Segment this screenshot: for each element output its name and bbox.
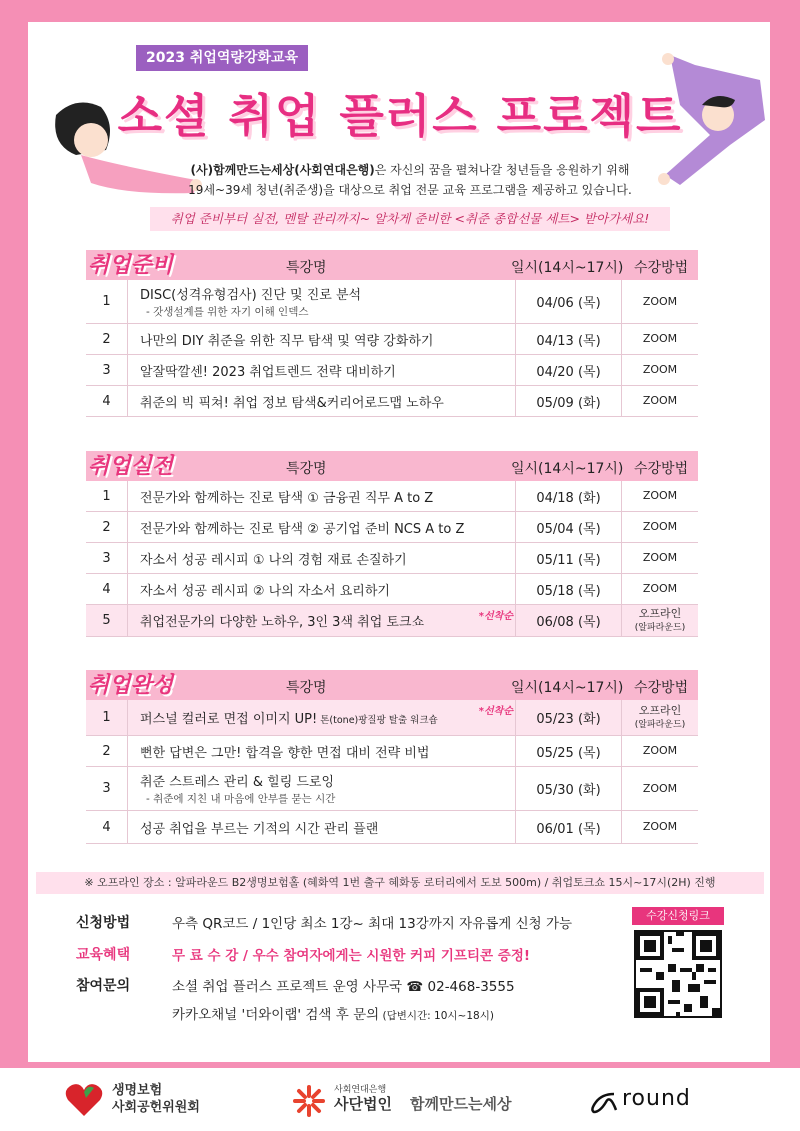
row-date: 05/30 (화) [516,767,622,810]
table-row [86,605,698,637]
section-title: 취업완성 [88,673,174,698]
row-number: 4 [86,574,128,604]
row-topic: 성공 취업을 부르는 기적의 시간 관리 플랜 [128,811,516,843]
row-method: ZOOM [642,551,678,564]
logo2-main: 사단법인 [334,1095,392,1113]
footer-sponsors [0,1068,800,1131]
section-completion [86,670,698,844]
section-preparation [86,250,698,417]
topic-subtitle: - 취준에 지친 내 마음에 안부를 묻는 시간 [146,793,336,805]
topic-small: 톤(tone)팡질팡 탈출 워크숍 [317,715,438,726]
table-row [86,736,698,767]
table-row [86,543,698,574]
row-date: 05/23 (화) [516,700,622,735]
row-topic: 뻔한 답변은 그만! 합격을 향한 면접 대비 전략 비법 [128,736,516,766]
contact-text [172,975,515,1023]
page-title: 소셜 취업 플러스 프로젝트 [117,89,683,143]
row-method: ZOOM [642,394,678,407]
first-come-badge: *선착순 [478,706,513,717]
logo2-small: 사회연대은행 [334,1085,387,1095]
row-date: 05/04 (목) [516,512,622,542]
row-date: 05/18 (목) [516,574,622,604]
row-method: ZOOM [642,520,678,533]
row-topic: 나만의 DIY 취준을 위한 직무 탐색 및 역량 강화하기 [128,324,516,354]
qr-label: 수강신청링크 [632,907,724,925]
contact-office: 소셜 취업 플러스 프로젝트 운영 사무국 ☎ 02-468-3555 [172,979,515,995]
row-topic: 자소서 성공 레시피 ① 나의 경험 재료 손질하기 [128,543,516,573]
row-topic: 전문가와 함께하는 진로 탐색 ① 금융권 직무 A to Z [128,481,516,511]
logo1-line1: 생명보험 [112,1083,163,1098]
row-method: ZOOM [642,781,678,795]
program-year-badge: 2023 취업역량강화교육 [136,45,308,71]
row-topic: 전문가와 함께하는 진로 탐색 ② 공기업 준비 NCS A to Z [128,512,516,542]
row-number: 4 [86,811,128,843]
kakao-channel: 카카오채널 '더와이랩' 검색 후 문의 [172,1007,380,1023]
col-date-header: 일시(14시~17시) [511,461,624,477]
row-method: ZOOM [642,744,678,757]
alpha-logo-icon [588,1090,618,1114]
table-row [86,324,698,355]
col-method-header: 수강방법 [634,260,689,276]
col-date-header: 일시(14시~17시) [511,680,624,696]
section-header [86,451,698,481]
row-number: 3 [86,767,128,810]
apply-label: 신청방법 [76,915,131,931]
row-method: ZOOM [642,820,678,833]
row-number: 2 [86,324,128,354]
intro-line1: 은 자신의 꿈을 펼쳐나갈 청년들을 응원하기 위해 [374,163,630,177]
topic-title: 퍼스널 컬러로 면접 이미지 UP! [140,712,318,727]
qr-code-icon [636,932,720,1016]
method-main: 오프라인 [638,703,682,717]
row-date: 05/09 (화) [516,386,622,416]
row-number: 5 [86,605,128,636]
row-number: 4 [86,386,128,416]
table-row [86,355,698,386]
section-header [86,670,698,700]
row-date: 04/06 (목) [516,280,622,323]
logo1-line2: 사회공헌위원회 [112,1100,200,1115]
row-number: 2 [86,512,128,542]
row-number: 3 [86,355,128,385]
row-topic [128,280,516,323]
row-method: ZOOM [642,489,678,502]
col-method-header: 수강방법 [634,680,689,696]
registration-qr-code[interactable] [634,930,722,1018]
intro-org: (사)함께만드는세상(사회연대은행) [190,163,375,177]
logo2-name: 함께만드는세상 [410,1095,512,1113]
row-method: ZOOM [642,582,678,595]
row-topic: 취준의 빅 픽쳐! 취업 정보 탐색&커리어로드맵 노하우 [128,386,516,416]
row-topic: 자소서 성공 레시피 ② 나의 자소서 요리하기 [128,574,516,604]
col-topic-header: 특강명 [286,260,327,276]
col-date-header: 일시(14시~17시) [511,260,624,276]
row-number: 1 [86,481,128,511]
topic-title: DISC(성격유형검사) 진단 및 진로 분석 [140,288,362,303]
row-date: 04/18 (화) [516,481,622,511]
row-date: 05/11 (목) [516,543,622,573]
row-topic: 알잘딱깔센! 2023 취업트렌드 전략 대비하기 [128,355,516,385]
section-title: 취업준비 [88,253,174,278]
row-date: 06/08 (목) [516,605,622,636]
table-row [86,512,698,543]
benefit-label: 교육혜택 [76,947,131,963]
info-benefit [76,944,530,964]
row-method [622,605,698,636]
info-apply [76,912,572,932]
contact-label: 참여문의 [76,978,131,994]
section-title: 취업실전 [88,454,174,479]
section-header [86,250,698,280]
offline-location-note: ※ 오프라인 장소 : 알파라운드 B2생명보험홀 (혜화역 1번 출구 혜화동 로터리에서 도보 500m) / 취업토크쇼 15시~17시(2H) 진행 [36,872,764,894]
row-method: ZOOM [642,294,678,308]
row-method: ZOOM [642,332,678,345]
row-number: 2 [86,736,128,766]
info-contact [76,975,515,1023]
row-number: 1 [86,700,128,735]
table-row [86,386,698,417]
row-topic [128,605,516,636]
method-location: (알파라운드) [634,719,686,730]
row-method [622,700,698,735]
intro-text [150,160,670,200]
starburst-logo-icon [292,1084,326,1118]
row-date: 06/01 (목) [516,811,622,843]
first-come-badge: *선착순 [478,611,513,622]
heart-logo-icon [64,1082,104,1118]
table-row [86,767,698,811]
logo3-text: round [622,1086,691,1111]
row-date: 04/13 (목) [516,324,622,354]
row-number: 3 [86,543,128,573]
table-row [86,574,698,605]
row-number: 1 [86,280,128,323]
reply-hours: (답변시간: 10시~18시) [379,1010,494,1022]
topic-title: 취준 스트레스 관리 & 힐링 드로잉 [140,775,335,790]
benefit-text: 무 료 수 강 / 우수 참여자에게는 시원한 커피 기프티콘 증정! [172,948,531,964]
method-main: 오프라인 [638,606,682,620]
col-topic-header: 특강명 [286,461,327,477]
slogan-banner: 취업 준비부터 실전, 멘탈 관리까지~ 알차게 준비한 <취준 종합선물 세트> 받아가세요! [150,207,670,231]
row-topic [128,700,516,735]
section-practice [86,451,698,637]
row-date: 05/25 (목) [516,736,622,766]
table-row [86,700,698,736]
table-row [86,811,698,844]
col-topic-header: 특강명 [286,680,327,696]
method-location: (알파라운드) [634,622,686,633]
row-topic [128,767,516,810]
row-date: 04/20 (목) [516,355,622,385]
col-method-header: 수강방법 [634,461,689,477]
sponsor-logo-1 [112,1082,200,1116]
table-row [86,280,698,324]
topic-title: 취업전문가의 다양한 노하우, 3인 3색 취업 토크쇼 [140,615,425,630]
intro-line2: 19세~39세 청년(취준생)을 대상으로 취업 전문 교육 프로그램을 제공하고 있습니다. [188,183,632,197]
contact-kakao [172,1003,515,1023]
table-row [86,481,698,512]
topic-subtitle: - 갓생설계를 위한 자기 이해 인덱스 [146,306,309,318]
row-method: ZOOM [642,363,678,376]
apply-text: 우측 QR코드 / 1인당 최소 1강~ 최대 13강까지 자유롭게 신청 가능 [172,916,573,932]
